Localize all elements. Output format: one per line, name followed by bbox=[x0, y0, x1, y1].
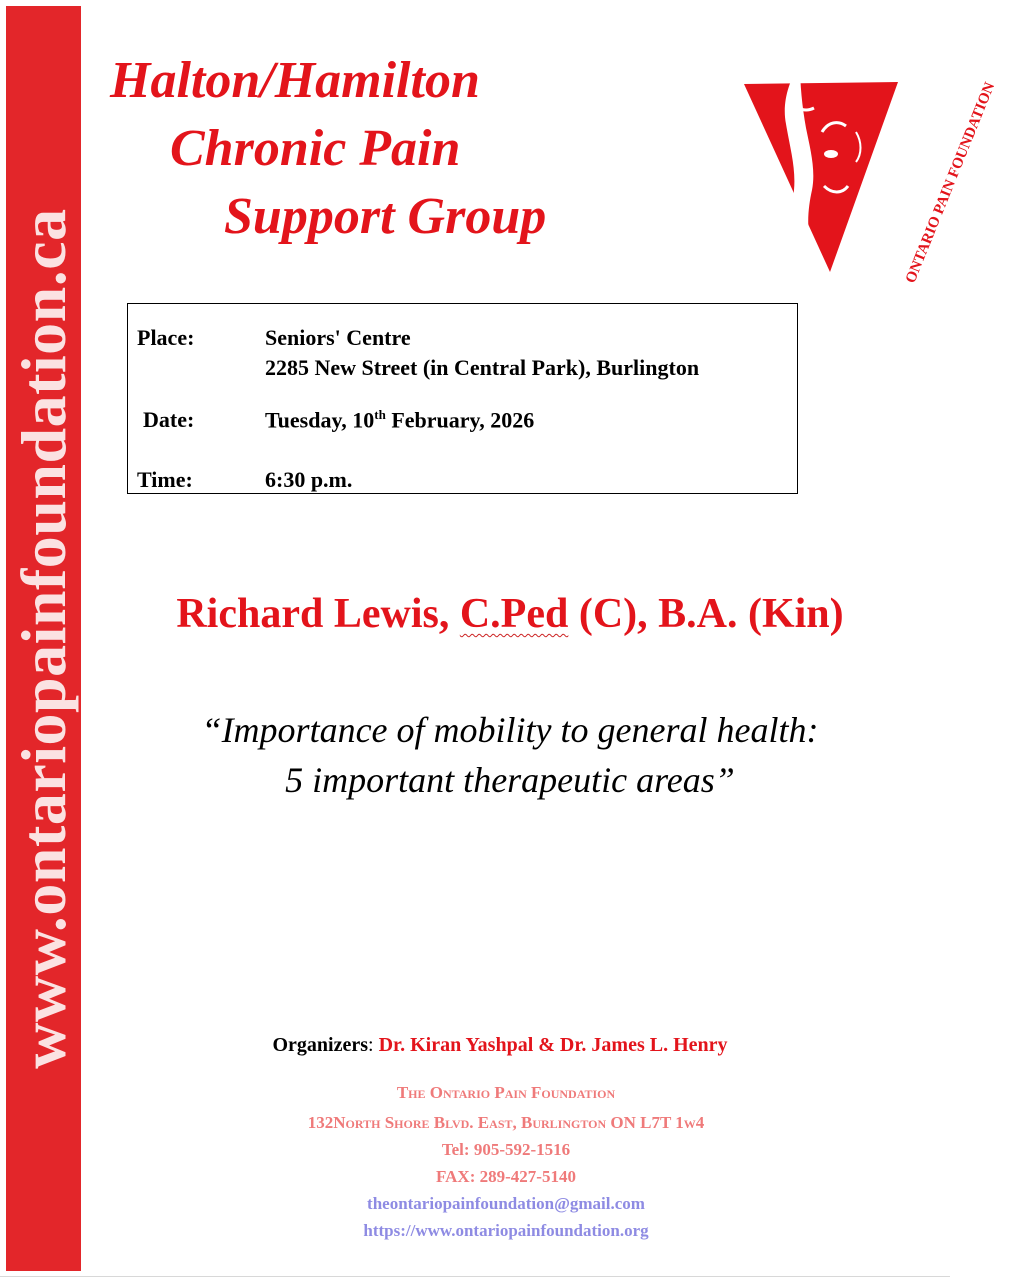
footer-website-link[interactable]: https://www.ontariopainfoundation.org bbox=[363, 1221, 649, 1240]
footer-email-link[interactable]: theontariopainfoundation@gmail.com bbox=[367, 1194, 645, 1213]
organizers-label: Organizers bbox=[272, 1034, 369, 1056]
time-value: 6:30 p.m. bbox=[265, 467, 353, 492]
sidebar-banner bbox=[6, 6, 81, 1271]
credential-spellcheck: C.Ped bbox=[459, 591, 569, 637]
place-label: Place: bbox=[137, 325, 195, 350]
organizers-names: Dr. Kiran Yashpal & Dr. James L. Henry bbox=[378, 1034, 728, 1056]
event-details-box bbox=[127, 303, 798, 494]
date-label: Date: bbox=[143, 407, 195, 432]
title-line-3: Support Group bbox=[224, 188, 547, 245]
date-ordinal: th bbox=[374, 407, 386, 422]
place-name: Seniors' Centre bbox=[265, 325, 411, 350]
date-value: Tuesday, 10th February, 2026 bbox=[265, 407, 535, 433]
footer-org-name: The Ontario Pain Foundation bbox=[396, 1083, 616, 1102]
talk-topic bbox=[0, 705, 1020, 805]
sidebar-url-text: www.ontariopainfoundation.ca bbox=[7, 208, 79, 1069]
topic-line-2: 5 important therapeutic areas” bbox=[285, 760, 735, 800]
title-line-1: Halton/Hamilton bbox=[110, 52, 480, 109]
topic-line-1: “Importance of mobility to general health: bbox=[201, 710, 819, 750]
footer-address: 132North Shore Blvd. East, Burlington ON L7T 1w4 bbox=[307, 1113, 705, 1132]
title-line-2: Chronic Pain bbox=[170, 120, 461, 177]
speaker-name: Richard Lewis, C.Ped (C), B.A. (Kin) bbox=[176, 591, 844, 637]
footer-tel: Tel: 905-592-1516 bbox=[441, 1140, 571, 1159]
footer-fax: FAX: 289-427-5140 bbox=[436, 1167, 576, 1186]
page-bottom-divider bbox=[0, 1276, 950, 1277]
time-label: Time: bbox=[137, 467, 193, 492]
organizers-line: Organizers: Dr. Kiran Yashpal & Dr. James L. Henry bbox=[272, 1034, 728, 1056]
place-address: 2285 New Street (in Central Park), Burlington bbox=[265, 355, 700, 380]
logo-caption: ONTARIO PAIN FOUNDATION bbox=[902, 80, 999, 286]
ontario-pain-foundation-logo bbox=[738, 62, 999, 286]
